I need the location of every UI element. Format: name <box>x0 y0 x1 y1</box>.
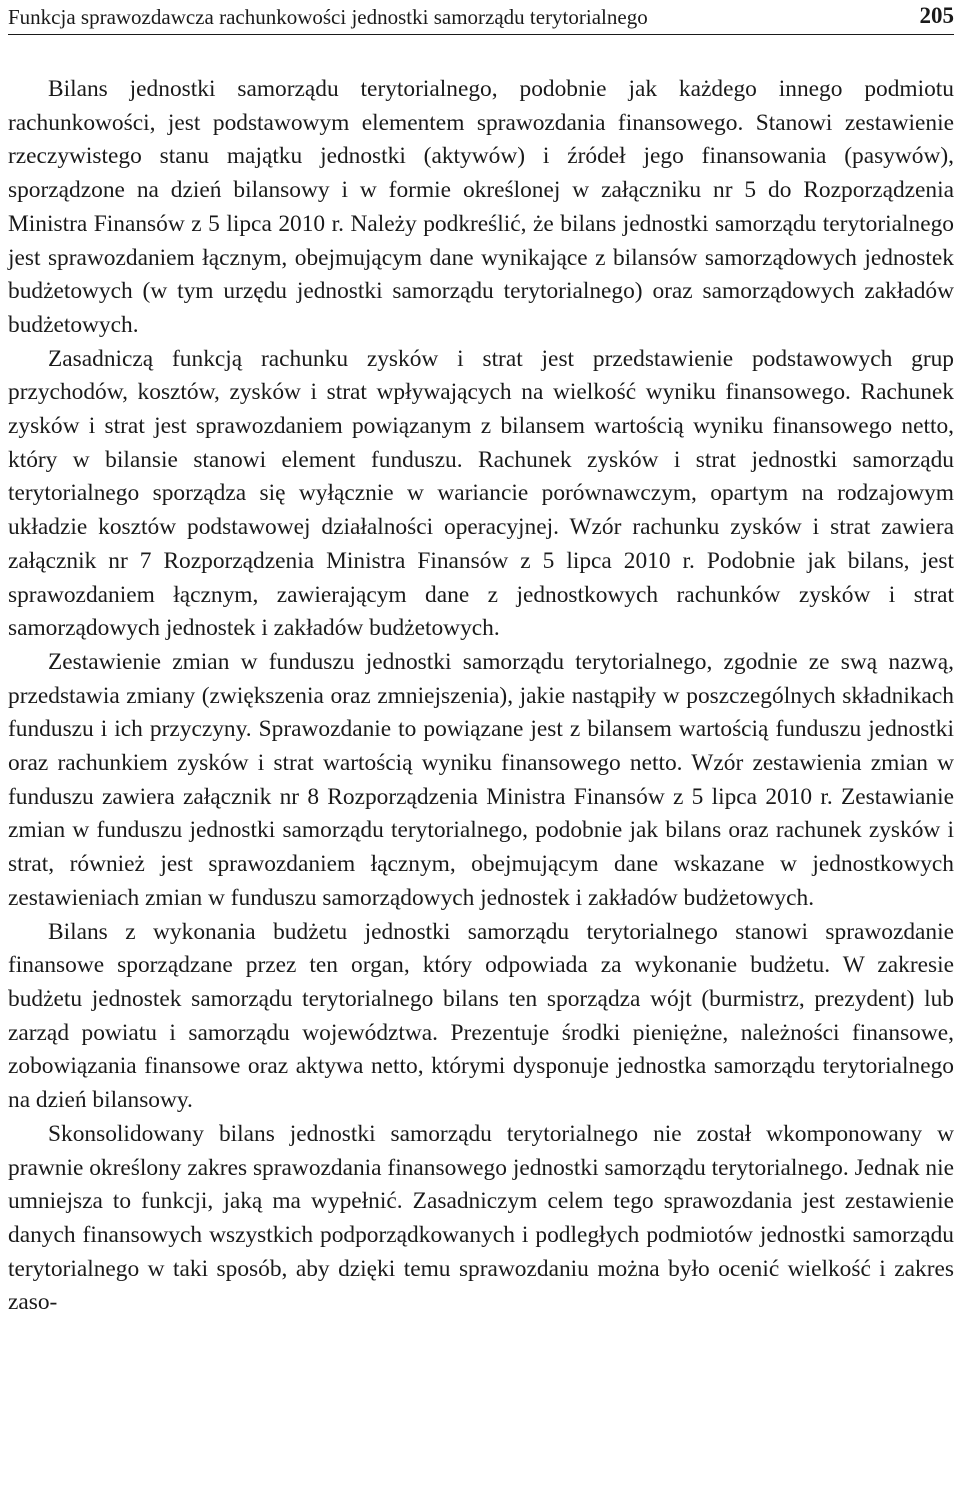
page-body <box>8 73 954 1320</box>
paragraph-balance-sheet: Bilans jednostki samorządu terytorialnego, podobnie jak każdego innego podmiotu rachunkowości, jest podstawowym elementem sprawozdania finansowego. Stanowi zestawienie rzeczywistego stanu majątku jednostki (aktywów) i źródeł jego finansowania (pasywów), sporządzone na dzień bilansowy i w formie określonej w załączniku nr 5 do Rozporządzenia Ministra Finansów z 5 lipca 2010 r. Należy podkreślić, że bilans jednostki samorządu terytorialnego jest sprawozdaniem łącznym, obejmującym dane wynikające z bilansów samorządowych jednostek budżetowych (w tym urzędu jednostki samorządu terytorialnego) oraz samorządowych zakładów budżetowych. <box>8 76 954 338</box>
paragraph-profit-and-loss: Zasadniczą funkcją rachunku zysków i strat jest przedstawienie podstawowych grup przychodów, kosztów, zysków i strat wpływających na wielkość wyniku finansowego. Rachunek zysków i strat jest sprawozdaniem powiązanym z bilansem wartością wyniku finansowego netto, który w bilansie stanowi element funduszu. Rachunek zysków i strat jednostki samorządu terytorialnego sporządza się wyłącznie w wariancie porównawczym, opartym na rodzajowym układzie kosztów podstawowej działalności operacyjnej. Wzór rachunku zysków i strat zawiera załącznik nr 7 Rozporządzenia Ministra Finansów z 5 lipca 2010 r. Podobnie jak bilans, jest sprawozdaniem łącznym, zawierającym dane z jednostkowych rachunków zysków i strat samorządowych jednostek i zakładów budżetowych. <box>8 345 954 642</box>
paragraph-fund-changes: Zestawienie zmian w funduszu jednostki samorządu terytorialnego, zgodnie ze swą nazwą, przedstawia zmiany (zwiększenia oraz zmniejszenia), jakie nastąpiły w poszczególnych składnikach funduszu i ich przyczyny. Sprawozdanie to powiązane jest z bilansem wartością funduszu jednostki oraz rachunkiem zysków i strat wartością wyniku finansowego netto. Wzór zestawienia zmian w funduszu zawiera załącznik nr 8 Rozporządzenia Ministra Finansów z 5 lipca 2010 r. Zestawianie zmian w funduszu jednostki samorządu terytorialnego, podobnie jak bilans oraz rachunek zysków i strat, również jest sprawozdaniem łącznym, obejmującym dane wskazane w jednostkowych zestawieniach zmian w funduszu samorządowych jednostek i zakładów budżetowych. <box>8 648 954 911</box>
running-header <box>8 0 954 35</box>
paragraph-consolidated-balance: Skonsolidowany bilans jednostki samorządu terytorialnego nie został wkomponowany w prawnie określony zakres sprawozdania finansowego jednostki samorządu terytorialnego. Jednak nie umniejsza to funkcji, jaką ma wypełnić. Zasadniczym celem tego sprawozdania jest zestawienie danych finansowych wszystkich podporządkowanych i podległych podmiotów jednostki samorządu terytorialnego w taki sposób, aby dzięki temu sprawozdaniu można było ocenić wielkość i zakres zaso- <box>8 1120 954 1316</box>
paragraph-budget-execution-balance: Bilans z wykonania budżetu jednostki samorządu terytorialnego stanowi sprawozdanie finansowe sporządzane przez ten organ, który odpowiada za wykonanie budżetu. W zakresie budżetu jednostek samorządu terytorialnego bilans ten sporządza wójt (burmistrz, prezydent) lub zarząd powiatu i samorządu województwa. Prezentuje środki pieniężne, należności finansowe, zobowiązania finansowe oraz aktywa netto, którymi dysponuje jednostka samorządu terytorialnego na dzień bilansowy. <box>8 918 954 1114</box>
page-number: 205 <box>919 3 954 28</box>
running-title: Funkcja sprawozdawcza rachunkowości jednostki samorządu terytorialnego <box>8 5 648 29</box>
